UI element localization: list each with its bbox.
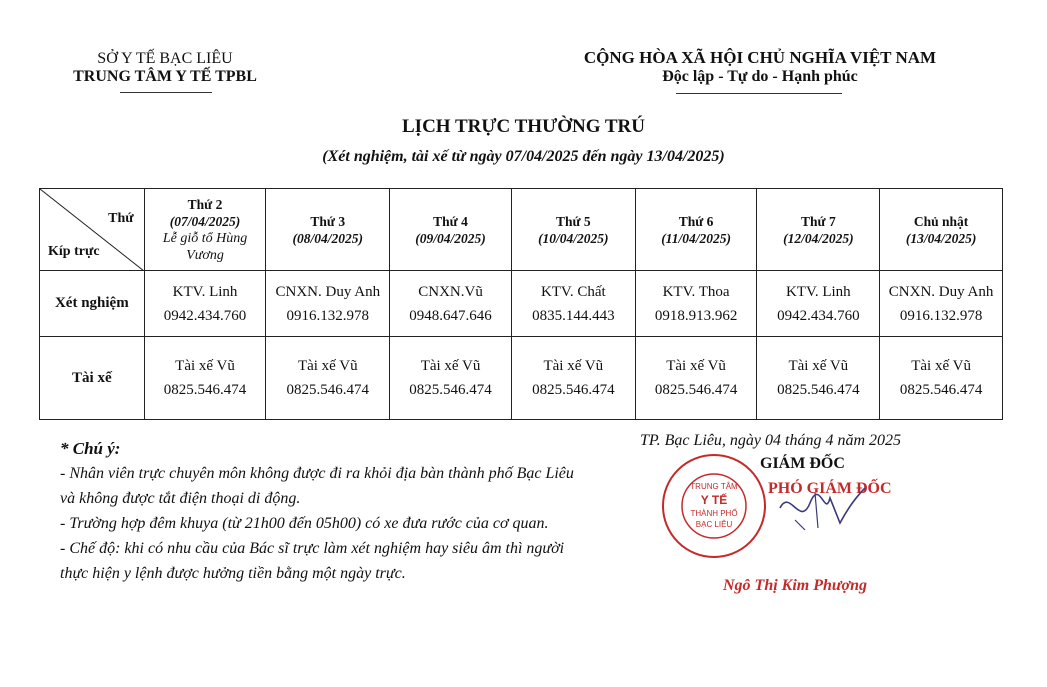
table-cell: [757, 271, 880, 337]
stamp-text: THÀNH PHỐ: [690, 509, 738, 518]
corner-cell: [40, 189, 145, 271]
day-header: [266, 189, 390, 271]
staff-phone: 0948.647.646: [409, 307, 492, 324]
table-row-driver: [40, 337, 1003, 420]
staff-phone: 0825.546.474: [409, 382, 492, 398]
page-subtitle: (Xét nghiệm, tài xế từ ngày 07/04/2025 đến ngày 13/04/2025): [322, 148, 725, 165]
day-name: Thứ 6: [678, 213, 714, 229]
agency-underline: [120, 92, 212, 93]
day-date: (08/04/2025): [292, 230, 364, 246]
schedule-table: [39, 188, 1003, 420]
day-name: Thứ 3: [310, 213, 346, 229]
day-name: Thứ 7: [800, 213, 836, 229]
table-cell: [144, 337, 266, 420]
staff-name: KTV. Linh: [785, 283, 851, 300]
staff-name: KTV. Thoa: [662, 283, 730, 300]
table-cell: [880, 271, 1003, 337]
table-cell: [390, 337, 512, 420]
note-line: - Nhân viên trực chuyên môn không được đi ra khỏi địa bàn thành phố Bạc Liêu: [60, 465, 574, 482]
table-cell: [144, 271, 266, 337]
notes-section: [60, 436, 660, 586]
note-line: thực hiện y lệnh được hưởng tiền bằng một ngày trực.: [60, 565, 406, 582]
stamp-text: TRUNG TÂM: [690, 482, 738, 491]
table-cell: [511, 337, 635, 420]
staff-phone: 0825.546.474: [654, 382, 738, 398]
staff-name: Tài xế Vũ: [420, 358, 481, 374]
staff-phone: 0918.913.962: [654, 307, 738, 324]
day-name: Thứ 4: [433, 213, 468, 229]
day-header: [880, 189, 1003, 271]
day-date: (12/04/2025): [783, 230, 854, 246]
day-name: Chủ nhật: [913, 213, 969, 229]
staff-phone: 0916.132.978: [286, 307, 370, 324]
table-cell: [390, 271, 512, 337]
day-name: Thứ 2: [187, 196, 223, 212]
staff-phone: 0825.546.474: [777, 382, 860, 398]
handwritten-signature: [770, 478, 870, 538]
signer-name: Ngô Thị Kim Phượng: [723, 577, 867, 594]
staff-phone: 0825.546.474: [163, 382, 247, 398]
table-cell: [511, 271, 635, 337]
staff-name: Tài xế Vũ: [788, 358, 849, 374]
table-header-row: [40, 189, 1003, 271]
signer-position: GIÁM ĐỐC: [760, 455, 845, 472]
row-label: Tài xế: [40, 337, 145, 420]
holiday-note: Lễ giỗ tổ Hùng Vương: [162, 230, 248, 263]
day-date: (10/04/2025): [538, 230, 609, 246]
table-cell: [635, 337, 757, 420]
motto-underline: [676, 93, 842, 94]
agency-parent: SỞ Y TẾ BẠC LIÊU: [97, 50, 233, 67]
table-cell: [757, 337, 880, 420]
day-name: Thứ 5: [555, 213, 591, 229]
official-stamp: [660, 452, 768, 560]
staff-name: Tài xế Vũ: [297, 358, 358, 374]
day-date: (09/04/2025): [415, 230, 486, 246]
table-cell: [635, 271, 757, 337]
day-date: (11/04/2025): [661, 230, 731, 246]
day-header: [511, 189, 635, 271]
agency-name: TRUNG TÂM Y TẾ TPBL: [73, 68, 257, 85]
motto: Độc lập - Tự do - Hạnh phúc: [662, 68, 858, 85]
country-name: CỘNG HÒA XÃ HỘI CHỦ NGHĨA VIỆT NAM: [583, 48, 937, 67]
day-header: [144, 189, 266, 271]
note-line: và không được tắt điện thoại di động.: [60, 490, 301, 507]
staff-phone: 0942.434.760: [163, 307, 247, 324]
notes-title: * Chú ý:: [60, 439, 121, 458]
table-cell: [266, 337, 390, 420]
staff-name: Tài xế Vũ: [175, 358, 235, 374]
staff-phone: 0825.546.474: [532, 382, 615, 398]
day-date: (13/04/2025): [905, 230, 977, 246]
staff-name: CNXN.Vũ: [418, 283, 483, 300]
day-date: (07/04/2025): [169, 213, 241, 229]
staff-phone: 0942.434.760: [777, 307, 860, 324]
staff-phone: 0825.546.474: [899, 382, 983, 398]
table-cell: [880, 337, 1003, 420]
header-left: [40, 50, 290, 86]
day-header: [757, 189, 880, 271]
staff-name: KTV. Linh: [172, 283, 238, 300]
staff-name: CNXN. Duy Anh: [888, 283, 994, 300]
stamp-text: BẠC LIÊU: [695, 520, 733, 529]
place-date: TP. Bạc Liêu, ngày 04 tháng 4 năm 2025: [640, 432, 902, 449]
staff-phone: 0916.132.978: [899, 307, 983, 324]
corner-bottom-label: Kíp trực: [48, 244, 100, 259]
day-header: [390, 189, 512, 271]
staff-name: CNXN. Duy Anh: [275, 283, 381, 300]
stamp-text: Y TẾ: [700, 493, 728, 507]
corner-top-label: Thứ: [108, 211, 134, 226]
note-line: - Chế độ: khi có nhu cầu của Bác sĩ trực làm xét nghiệm hay siêu âm thì người: [60, 540, 565, 557]
staff-phone: 0835.144.443: [532, 307, 615, 324]
table-row-lab: [40, 271, 1003, 337]
page-title: LỊCH TRỰC THƯỜNG TRÚ: [402, 116, 645, 137]
staff-name: KTV. Chất: [540, 283, 606, 300]
row-label: Xét nghiệm: [40, 271, 145, 337]
day-header: [635, 189, 757, 271]
note-line: - Trường hợp đêm khuya (từ 21h00 đến 05h00) có xe đưa rước của cơ quan.: [60, 515, 549, 532]
header-right: [555, 48, 965, 86]
staff-name: Tài xế Vũ: [666, 358, 726, 374]
staff-name: Tài xế Vũ: [543, 358, 604, 374]
table-cell: [266, 271, 390, 337]
staff-phone: 0825.546.474: [286, 382, 370, 398]
staff-name: Tài xế Vũ: [911, 358, 971, 374]
deputy-title: PHÓ GIÁM ĐỐC: [768, 480, 892, 497]
